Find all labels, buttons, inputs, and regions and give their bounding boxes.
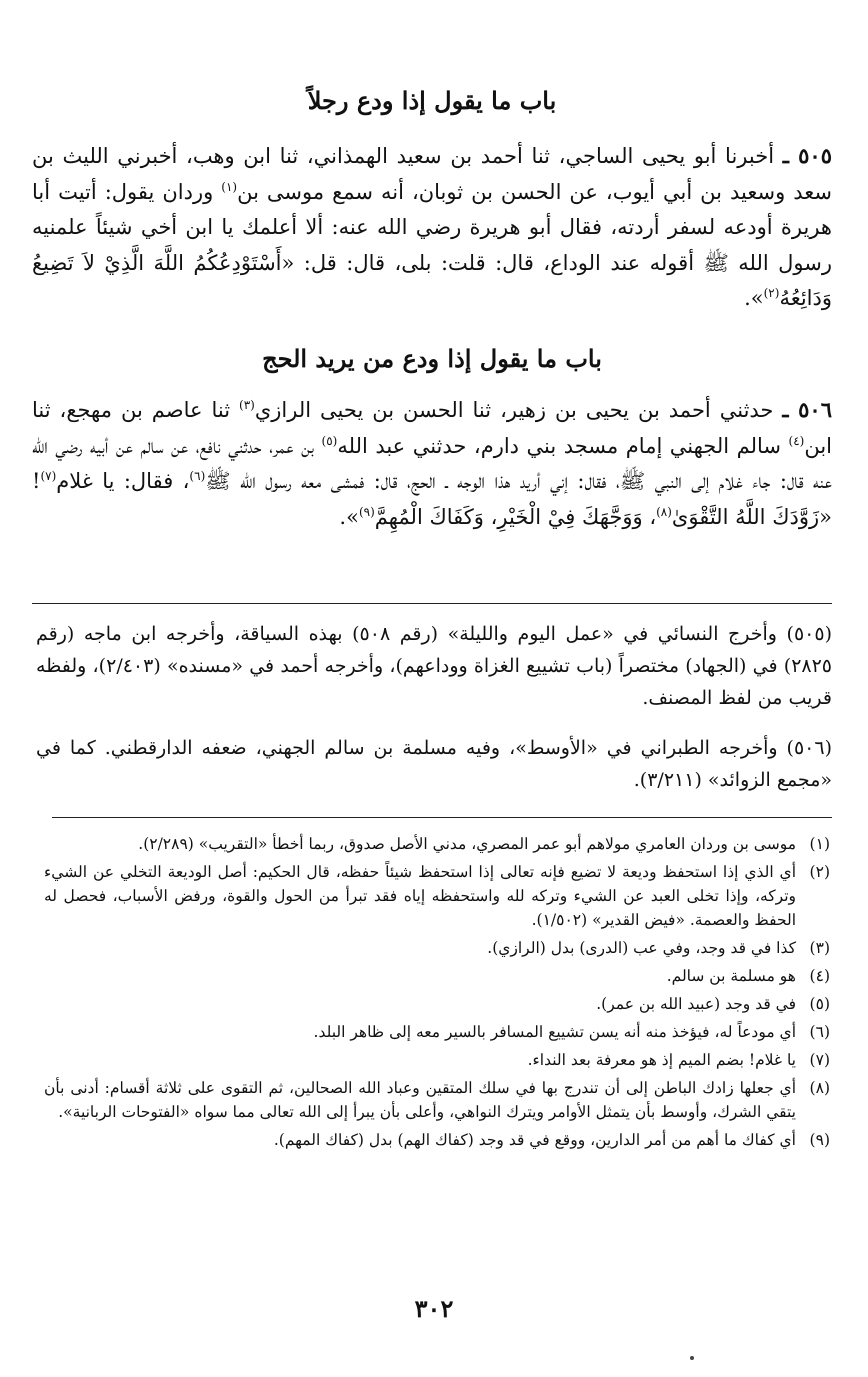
footnote-text: أي الذي إذا استحفظ وديعة لا تضيع فإنه تعالى إذا استحفظ شيئاً حفظه، قال الحكيم: أصل الوديعة التخلي عن الشيء وتركه، وإذا تخلى العبد عن الشيء وتركه لله واستحفظه إياه فقد تبرأ من الحول والقوة، ورفض الأسباب، فحصل له الحفظ والعصمة. «فيض القدير» (١/٥٠٢). (44, 863, 796, 929)
footnote-text: يا غلام! بضم الميم إذ هو معرفة بعد النداء. (527, 1051, 796, 1069)
hadith-505-text-b: وردان يقول: أتيت أبا هريرة أودعه لسفر أردته، فقال أبو هريرة رضي الله عنه: ألا أعلمك يا ابن أخي شيئاً علمنيه رسول الله ﷺ أقوله عند الوداع، قال: قلت: بلى، قال: قل: «أَسْتَوْدِعُكُمُ اللَّهَ الَّذِيْ لاَ تَضِيعُ وَدَائِعُهُ (32, 179, 832, 310)
footnote-text: أي كفاك ما أهم من أمر الدارين، ووقع في قد وجد (كفاك الهم) بدل (كفاك المهم). (273, 1131, 796, 1149)
hadith-number-505: ٥٠٥ ـ (782, 143, 832, 168)
hadith-506-text-e: ، فقال: يا غلام (56, 469, 190, 493)
footnote-number: (٦) (809, 1023, 830, 1041)
footnote-number: (١) (809, 835, 830, 853)
footnote-number: (٥) (809, 995, 830, 1013)
hadith-506-text-d: بن عمر، حدثني نافع، عن سالم عن أبيه رضي الله عنه قال: جاء غلام إلى النبي ﷺ، فقال: إني أريد هذا الوجه ـ الحج، قال: فمشى معه رسول الله ﷺ (32, 433, 832, 493)
footnote-2 (44, 860, 830, 932)
footnote-ref-2: (٢) (763, 286, 780, 300)
footnote-1 (44, 832, 830, 856)
print-speck (690, 1356, 694, 1360)
footnotes (44, 832, 830, 1156)
footnote-text: أي جعلها زادك الباطن إلى أن تندرج بها في سلك المتقين وعباد الله الصحالين، ثم التقوى على ثلاثة أقسام: أدنى بأن يتقي الشرك، وأوسط بأن يتمثل الأوامر ويترك النواهي، وأعلى بأن يبرأ إلى الله تعالى مما سواه «الفتوحات الربانية». (44, 1079, 796, 1121)
page-number: ٣٠٢ (414, 1294, 454, 1323)
footnote-ref-1: (١) (221, 179, 238, 194)
footnote-ref-8: (٨) (656, 504, 672, 519)
footnote-number: (٧) (809, 1051, 830, 1069)
footnote-text: كذا في قد وجد، وفي عب (الدرى) بدل (الرازي). (487, 939, 796, 957)
footnote-separator-rule (52, 817, 832, 818)
chapter-heading-506: باب ما يقول إذا ودع من يريد الحج (262, 344, 602, 373)
footnote-3 (44, 936, 830, 960)
footnote-text: في قد وجد (عبيد الله بن عمر). (596, 995, 796, 1013)
takhrij-number: (٥٠٥) (786, 623, 832, 645)
hadith-505-text-a: أخبرنا أبو يحيى الساجي، ثنا أحمد بن سعيد الهمذاني، ثنا ابن وهب، أخبرني الليث بن سعد وسعيد بن أبي أيوب، عن الحسن بن ثوبان، أنه سمع موسى بن (32, 144, 832, 204)
footnote-ref-7: (٧) (40, 469, 57, 483)
footnote-ref-4: (٤) (788, 433, 805, 448)
hadith-506 (32, 392, 832, 535)
separator-rule (32, 603, 832, 604)
chapter-heading-505: باب ما يقول إذا ودع رجلاً (307, 86, 557, 115)
hadith-number-506: ٥٠٦ ـ (782, 397, 832, 422)
hadith-505-text-c: ». (744, 286, 764, 310)
hadith-506-text-b: ثنا عاصم بن مهجع، ثنا ابن (32, 398, 832, 458)
footnote-ref-6: (٦) (189, 469, 206, 483)
footnote-8 (44, 1076, 830, 1124)
takhrij-text: وأخرجه الطبراني في «الأوسط»، وفيه مسلمة بن سالم الجهني، ضعفه الدارقطني. كما في «مجمع الزوائد» (٣/٢١١). (36, 737, 832, 791)
takhrij-number: (٥٠٦) (786, 737, 832, 759)
footnote-number: (٢) (809, 863, 830, 881)
hadith-506-text-g: ، وَوَجَّهَكَ فِيْ الْخَيْرِ، وَكَفَاكَ الْمُهِمَّ (374, 504, 657, 529)
hadith-506-text-a: حدثني أحمد بن يحيى بن زهير، ثنا الحسن بن يحيى الرازي (254, 398, 783, 422)
footnote-5 (44, 992, 830, 1016)
footnote-9 (44, 1128, 830, 1152)
hadith-505 (32, 138, 832, 317)
footnote-6 (44, 1020, 830, 1044)
takhrij-505 (36, 618, 832, 714)
hadith-506-text-h: ». (339, 504, 359, 529)
footnote-4 (44, 964, 830, 988)
takhrij-506 (36, 732, 832, 796)
footnote-ref-9: (٩) (358, 504, 375, 519)
footnote-number: (٩) (809, 1131, 830, 1149)
footnote-7 (44, 1048, 830, 1072)
footnote-number: (٨) (809, 1079, 830, 1097)
footnote-number: (٣) (809, 939, 830, 957)
footnote-ref-5: (٥) (321, 433, 338, 448)
hadith-506-text-f: ! «زَوَّدَكَ اللَّهُ التَّقْوَىٰ (32, 469, 832, 529)
footnote-text: هو مسلمة بن سالم. (666, 967, 796, 985)
footnote-text: موسى بن وردان العامري مولاهم أبو عمر المصري، مدني الأصل صدوق، ربما أخطأ «التقريب» (٢/٢٨٩). (138, 835, 796, 853)
footnote-ref-3: (٣) (239, 398, 255, 412)
footnote-text: أي مودعاً له، فيؤخذ منه أنه يسن تشييع المسافر بالسير معه إلى ظاهر البلد. (313, 1023, 796, 1041)
footnote-number: (٤) (809, 967, 830, 985)
hadith-506-text-c: سالم الجهني إمام مسجد بني دارم، حدثني عبد الله (337, 433, 789, 458)
takhrij-text: وأخرج النسائي في «عمل اليوم والليلة» (رقم ٥٠٨) بهذه السياقة، وأخرجه ابن ماجه (رقم ٢٨٢٥) في (الجهاد) مختصراً (باب تشييع الغزاة ووداعهم)، وأخرجه أحمد في «مسنده» (٢/٤٠٣)، ولفظه قريب من لفظ المصنف. (36, 623, 833, 709)
